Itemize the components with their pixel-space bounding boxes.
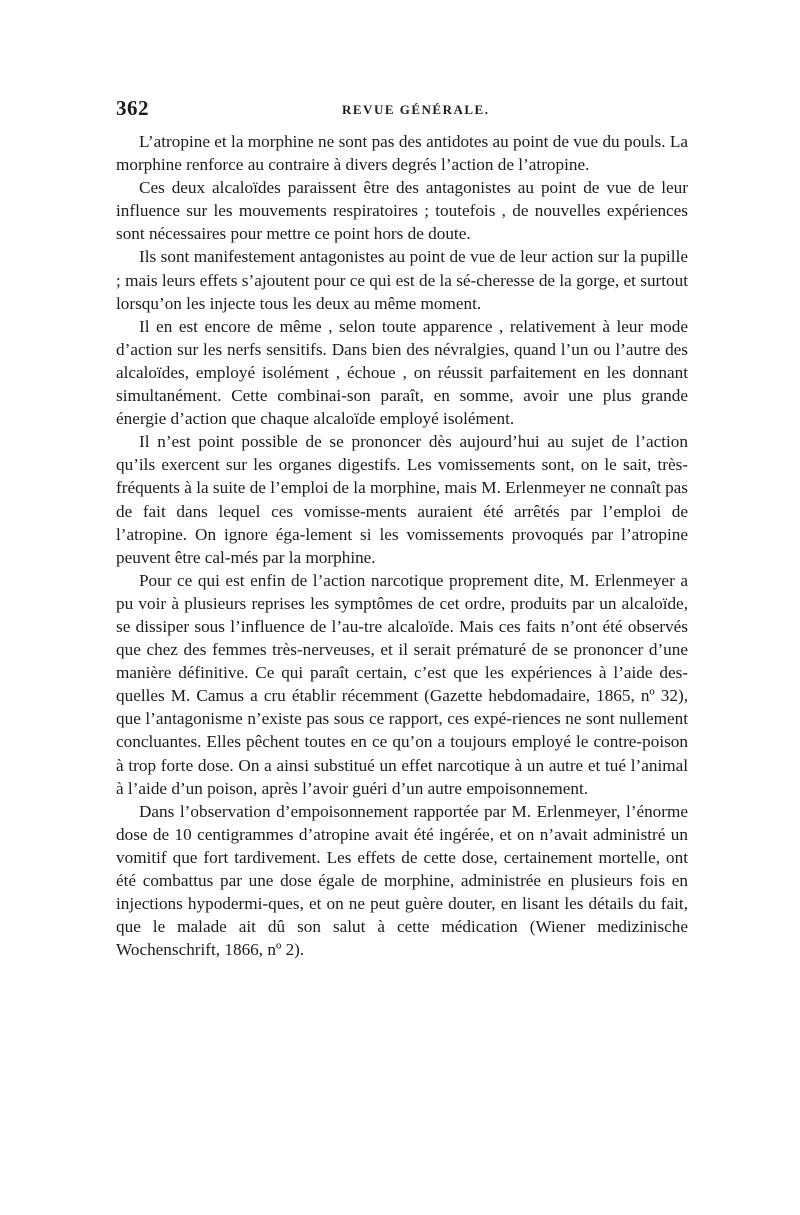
body-text — [116, 130, 688, 961]
page-number: 362 — [116, 96, 149, 120]
paragraph: Ces deux alcaloïdes paraissent être des antagonistes au point de vue de leur influence sur les mouvements respiratoires ; toutefois , de nouvelles expériences sont nécessaires pour mettre ce point hors de doute. — [116, 178, 688, 244]
paragraph: L’atropine et la morphine ne sont pas des antidotes au point de vue du pouls. La morphine renforce au contraire à divers degrés l’action de l’atropine. — [116, 132, 688, 175]
journal-title: REVUE GÉNÉRALE. — [342, 102, 490, 117]
paragraph: Il en est encore de même , selon toute apparence , relativement à leur mode d’action sur les nerfs sensitifs. Dans bien des névralgies, quand l’un ou l’autre des alcaloïdes, employé isolément , échoue , on réussit parfaitement en les donnant simultanément. Cette combinai-son paraît, en somme, avoir une plus grande énergie d’action que chaque alcaloïde employé isolément. — [116, 316, 688, 429]
paragraph: Ils sont manifestement antagonistes au point de vue de leur action sur la pupille ; mais leurs effets s’ajoutent pour ce qui est de la sé-cheresse de la gorge, et surtout lorsqu’on les injecte tous les deux au même moment. — [116, 247, 688, 313]
paragraph: Dans l’observation d’empoisonnement rapportée par M. Erlenmeyer, l’énorme dose de 10 centigrammes d’atropine avait été ingérée, et on n’avait administré un vomitif que fort tardivement. Les effets de cette dose, certainement mortelle, ont été combattus par une dose égale de morphine, administrée en plusieurs fois en injections hypodermi-ques, et on ne peut guère douter, en lisant les détails du fait, que le malade ait dû son salut à cette médication (Wiener medizinische Wochenschrift, 1866, nº 2). — [116, 801, 688, 960]
paragraph: Il n’est point possible de se prononcer dès aujourd’hui au sujet de l’action qu’ils exercent sur les organes digestifs. Les vomissements sont, on le sait, très-fréquents à la suite de l’emploi de la morphine, mais M. Erlenmeyer ne connaît pas de fait dans lequel ces vomisse-ments auraient été arrêtés par l’emploi de l’atropine. On ignore éga-lement si les vomissements provoqués par l’atropine peuvent être cal-més par la morphine. — [116, 432, 688, 567]
paragraph: Pour ce qui est enfin de l’action narcotique proprement dite, M. Erlenmeyer a pu voir à plusieurs reprises les symptômes de cet ordre, produits par un alcaloïde, se dissiper sous l’influence de l’au-tre alcaloïde. Mais ces faits n’ont été observés que chez des femmes très-nerveuses, et il serait prématuré de se prononcer d’une manière définitive. Ce qui paraît certain, c’est que les expériences à l’aide des-quelles M. Camus a cru établir récemment (Gazette hebdomadaire, 1865, nº 32), que l’antagonisme n’existe pas sous ce rapport, ces expé-riences ne sont nullement concluantes. Elles pêchent toutes en ce qu’on a toujours employé le contre-poison à trop forte dose. On a ainsi substitué un effet narcotique à un autre et tué l’animal à l’aide d’un poison, après l’avoir guéri d’un autre empoisonnement. — [116, 570, 688, 798]
running-head — [116, 96, 688, 124]
